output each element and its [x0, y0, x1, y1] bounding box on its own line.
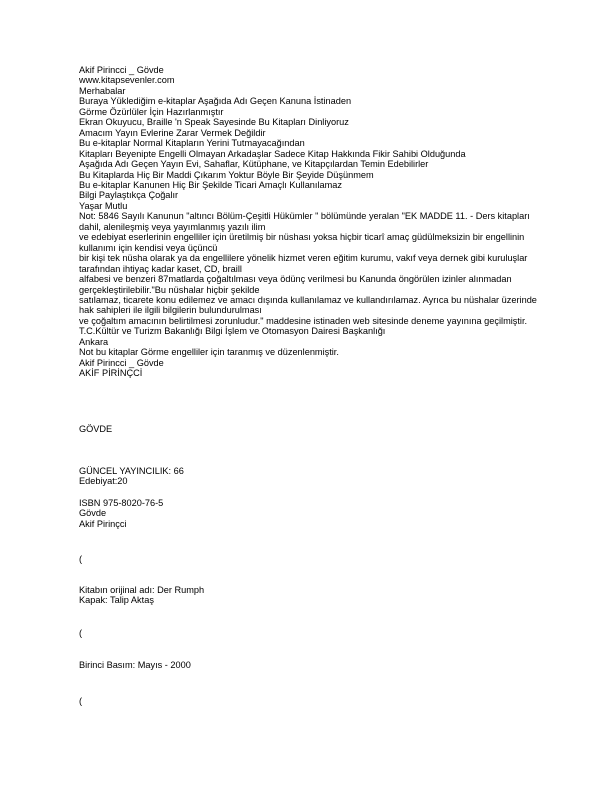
isbn-line: ISBN 975-8020-76-5: [79, 498, 164, 508]
series-line: Edebiyat:20: [79, 476, 128, 487]
text-line: Ekran Okuyucu, Braille 'n Speak Sayesinde Bu Kitapları Dinliyoruz: [79, 117, 349, 128]
text-line: Aşağıda Adı Geçen Yayın Evi, Sahaflar, Kütüphane, ve Kitapçılardan Temin Edebilirler: [79, 159, 429, 170]
law-paragraph-line: ve edebiyat eserlerinin engelliler için üretilmiş bir nüshası yoksa hiçbir ticarî amaç güdülmeksizin bir engellinin kullanımı için kendisi veya üçüncü: [79, 232, 525, 253]
separator-mark: (: [79, 628, 83, 638]
original-title-block: [79, 585, 549, 606]
law-paragraph-line: alfabesi ve benzeri 87matlarda çoğaltılması veya ödünç verilmesi bu Kanunda öngörülen izinler alınmadan gerçekleştirilebilir."Bu nüshalar hiçbir şekilde: [79, 274, 512, 295]
text-line: Bu Kitaplarda Hiç Bir Maddi Çıkarım Yoktur Böyle Bir Şeyide Düşünmem: [79, 169, 374, 180]
edition-line: Birinci Basım: Mayıs - 2000: [79, 660, 191, 670]
law-paragraph-line: Not: 5846 Sayılı Kanunun "altıncı Bölüm-Çeşitli Hükümler " bölümünde yeralan "EK MADDE 11. - Ders kitapları dahil, alenileşmiş veya yayımlanmış yazılı ilim: [79, 211, 530, 232]
text-line: Akif Pirincci _ Gövde: [79, 357, 164, 368]
law-paragraph-line: satılamaz, ticarete konu edilemez ve amacı dışında kullanılamaz ve kullandırılamaz. Ayrıca bu nüshalar üzerinde hak sahipleri ile ilgili bilgilerin bulundurulması: [79, 294, 537, 316]
text-line: Bu e-kitaplar Kanunen Hiç Bir Şekilde Ticari Amaçlı Kullanılamaz: [79, 179, 342, 190]
text-line: Merhabalar: [79, 85, 126, 96]
text-line: Görme Özürlüler İçin Hazırlanmıştır: [79, 106, 224, 117]
text-line: Kitapları Beyenipte Engelli Olmayan Arkadaşlar Sadece Kitap Hakkında Fikir Sahibi Olduğunda: [79, 148, 466, 159]
isbn-line: Akif Pirinçci: [79, 518, 127, 529]
text-line: Bilgi Paylaştıkça Çoğalır: [79, 190, 179, 201]
original-line: Kapak: Talip Aktaş: [79, 595, 154, 606]
separator-mark: (: [79, 554, 83, 564]
text-line: Bu e-kitaplar Normal Kitapların Yerini Tutmayacağından: [79, 138, 305, 149]
text-line: Amacım Yayın Evlerine Zarar Vermek Değildir: [79, 127, 266, 138]
law-paragraph-line: ve çoğaltım amacının belirtilmesi zorunludur." maddesine istinaden web sitesinde deneme yayınına geçilmiştir.: [79, 315, 528, 326]
original-line: Kitabın orijinal adı: Der Rumph: [79, 585, 205, 595]
law-paragraph-line: bir kişi tek nüsha olarak ya da engellilere yönelik hizmet veren eğitim kurumu, vakıf veya dernek gibi kuruluşlar tarafından ihtiyaç kadar kaset, CD, braill: [79, 253, 528, 274]
series-line: GÜNCEL YAYINCILIK: 66: [79, 466, 184, 476]
text-line: Buraya Yüklediğim e-kitaplar Aşağıda Adı Geçen Kanuna İstinaden: [79, 96, 352, 107]
isbn-line: Gövde: [79, 508, 107, 519]
text-line: Not bu kitaplar Görme engelliler için taranmış ve düzenlenmiştir.: [79, 347, 339, 358]
text-line: Yaşar Mutlu: [79, 200, 128, 211]
text-line: T.C.Kültür ve Turizm Bakanlığı Bilgi İşlem ve Otomasyon Dairesi Başkanlığı: [79, 326, 386, 337]
author-name: AKİF PİRİNÇCİ: [79, 368, 143, 379]
series-block: [79, 466, 549, 487]
intro-text: [79, 65, 549, 379]
isbn-block: [79, 498, 549, 529]
book-title: GÖVDE: [79, 424, 113, 434]
text-line: Ankara: [79, 336, 109, 347]
text-line: Akif Pirincci _ Gövde: [79, 65, 164, 75]
separator-mark: (: [79, 696, 83, 706]
website-link[interactable]: www.kitapsevenler.com: [79, 75, 175, 86]
